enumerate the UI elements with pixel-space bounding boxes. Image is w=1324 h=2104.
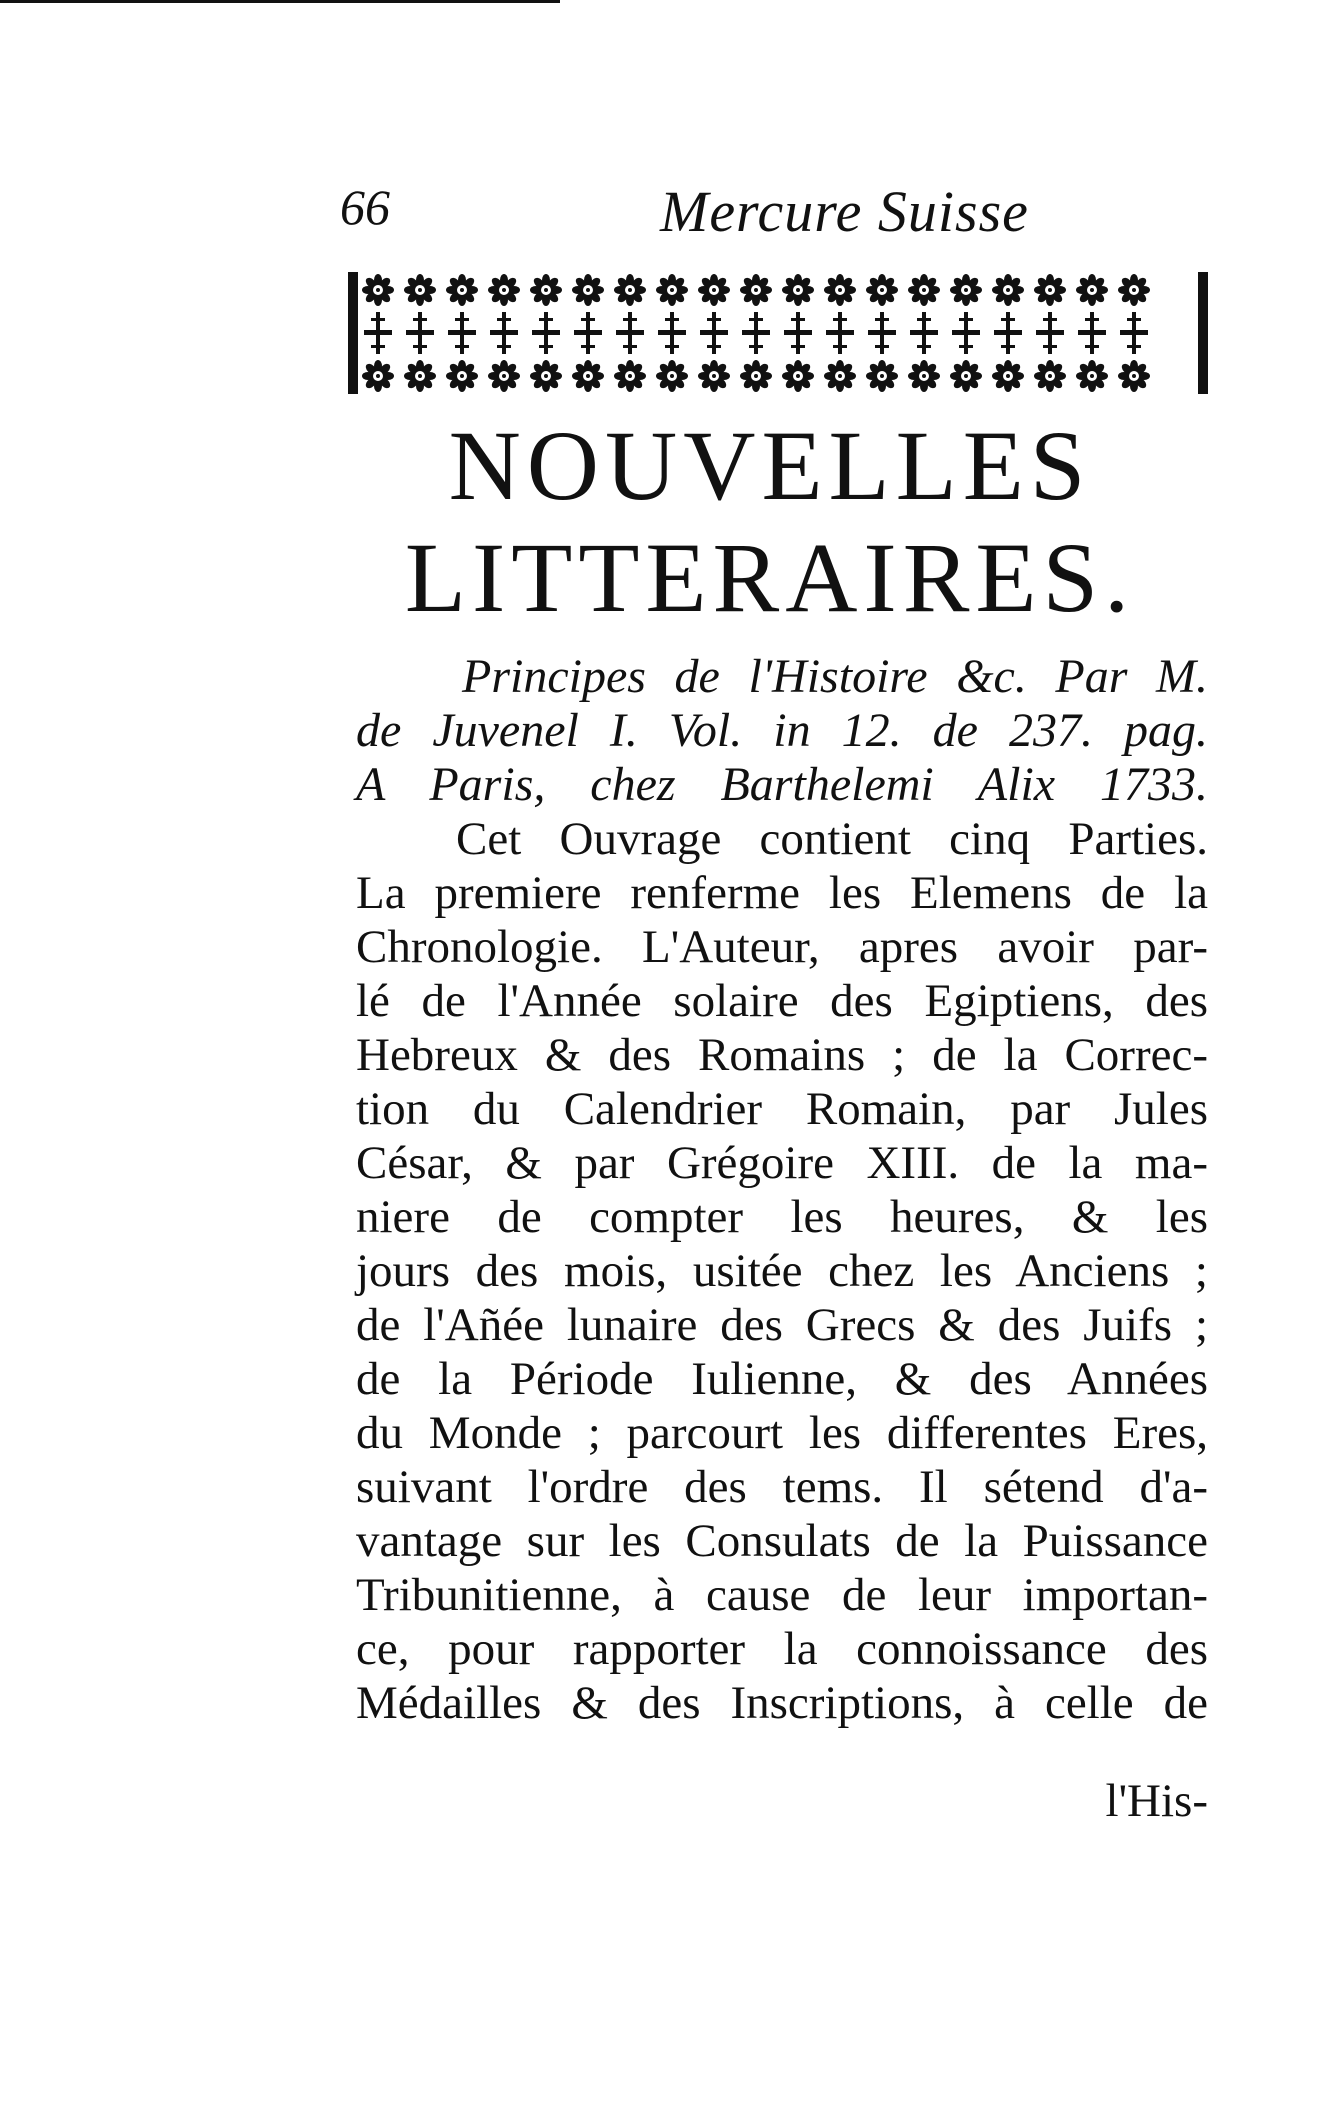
ornament-flower <box>824 360 856 392</box>
ornament-flower <box>992 360 1024 392</box>
paragraph-line: de l'Añée lunaire des Grecs & des Juifs ; <box>356 1299 1208 1351</box>
paragraph-line: Hebreux & des Romains ; de la Correc- <box>356 1029 1208 1081</box>
ornament-cross <box>868 312 896 354</box>
ornament-cross <box>574 312 602 354</box>
ornament-flower <box>824 274 856 306</box>
paragraph-line: La premiere renferme les Elemens de la <box>356 867 1208 919</box>
ornament-cross <box>826 312 854 354</box>
ornament-flower <box>698 274 730 306</box>
ornament-flower <box>1118 274 1150 306</box>
section-title-line-1: NOUVELLES <box>448 410 1092 521</box>
ornament-flower <box>572 274 604 306</box>
ornament-flower <box>656 360 688 392</box>
ornament-flower <box>614 360 646 392</box>
ornament-cross <box>910 312 938 354</box>
ornament-cross <box>994 312 1022 354</box>
ornament-cross <box>700 312 728 354</box>
ornament-flower <box>446 274 478 306</box>
page-number: 66 <box>340 179 390 235</box>
ornament-flower <box>908 274 940 306</box>
ornament-flower <box>488 274 520 306</box>
paragraph-line: du Monde ; parcourt les differentes Eres, <box>356 1407 1208 1459</box>
ornament-flower <box>1118 360 1150 392</box>
paragraph-line: Chronologie. L'Auteur, apres avoir par- <box>356 921 1208 973</box>
ornament-flower <box>908 360 940 392</box>
paragraph-line: jours des mois, usitée chez les Anciens ; <box>356 1245 1208 1297</box>
ornament-cross <box>490 312 518 354</box>
ornament-flower <box>530 274 562 306</box>
ornament-cross <box>1120 312 1148 354</box>
paragraph-line: Médailles & des Inscriptions, à celle de <box>356 1677 1208 1729</box>
ornament-right-cap <box>1198 272 1208 394</box>
section-title-line-2: LITTERAIRES. <box>404 522 1136 633</box>
ornament-row-top <box>362 274 1150 306</box>
journal-title: Mercure Suisse <box>660 179 1029 244</box>
ornament-flower <box>614 274 646 306</box>
ornament-flower <box>740 274 772 306</box>
ornament-flower <box>782 274 814 306</box>
body-text <box>356 650 1208 1730</box>
ornament-cross <box>658 312 686 354</box>
ornament-cross <box>1078 312 1106 354</box>
paragraph-line: vantage sur les Consulats de la Puissance <box>356 1515 1208 1567</box>
ornament-left-cap <box>348 272 358 394</box>
book-imprint-line: A Paris, chez Barthelemi Alix 1733. <box>356 758 1208 811</box>
catchword: l'His- <box>1105 1775 1208 1827</box>
ornament-cross <box>448 312 476 354</box>
section-title <box>330 410 1210 634</box>
ornament-flower <box>1034 360 1066 392</box>
ornament-flower <box>488 360 520 392</box>
ornament-flower <box>950 360 982 392</box>
ornament-cross <box>616 312 644 354</box>
ornament-cross <box>364 312 392 354</box>
ornament-cross <box>1036 312 1064 354</box>
ornament-flower <box>950 274 982 306</box>
ornament-flower <box>530 360 562 392</box>
ornament-row-bottom <box>362 360 1150 392</box>
paragraph-line: César, & par Grégoire XIII. de la ma- <box>356 1137 1208 1189</box>
ornament-flower <box>362 360 394 392</box>
ornament-flower <box>1034 274 1066 306</box>
paragraph-line: de la Période Iulienne, & des Années <box>356 1353 1208 1405</box>
ornament-flower <box>404 360 436 392</box>
paragraph-line: tion du Calendrier Romain, par Jules <box>356 1083 1208 1135</box>
printers-ornament-band <box>348 268 1208 398</box>
ornament-flower <box>740 360 772 392</box>
ornament-cross <box>532 312 560 354</box>
ornament-cross <box>742 312 770 354</box>
ornament-flower <box>866 360 898 392</box>
ornament-flower <box>572 360 604 392</box>
ornament-flower <box>1076 360 1108 392</box>
ornament-flower <box>656 274 688 306</box>
paragraph-line: lé de l'Année solaire des Egiptiens, des <box>356 975 1208 1027</box>
ornament-cross <box>406 312 434 354</box>
book-title-line: de Juvenel I. Vol. in 12. de 237. pag. <box>356 704 1208 757</box>
ornament-cross <box>784 312 812 354</box>
ornament-flower <box>446 360 478 392</box>
ornament-flower <box>698 360 730 392</box>
top-edge-rule <box>0 0 560 3</box>
ornament-flower <box>782 360 814 392</box>
ornament-flower <box>866 274 898 306</box>
paragraph-line: suivant l'ordre des tems. Il sétend d'a- <box>356 1461 1208 1513</box>
ornament-cross <box>952 312 980 354</box>
book-title-line: Principes de l'Histoire &c. Par M. <box>462 650 1208 703</box>
ornament-flower <box>1076 274 1108 306</box>
ornament-flower <box>992 274 1024 306</box>
paragraph-line: Tribunitienne, à cause de leur importan- <box>356 1569 1208 1621</box>
paragraph-line: Cet Ouvrage contient cinq Parties. <box>456 813 1208 865</box>
ornament-flower <box>362 274 394 306</box>
ornament-flower <box>404 274 436 306</box>
paragraph-line: ce, pour rapporter la connoissance des <box>356 1623 1208 1675</box>
paragraph-line: niere de compter les heures, & les <box>356 1191 1208 1243</box>
running-head <box>340 178 1040 248</box>
